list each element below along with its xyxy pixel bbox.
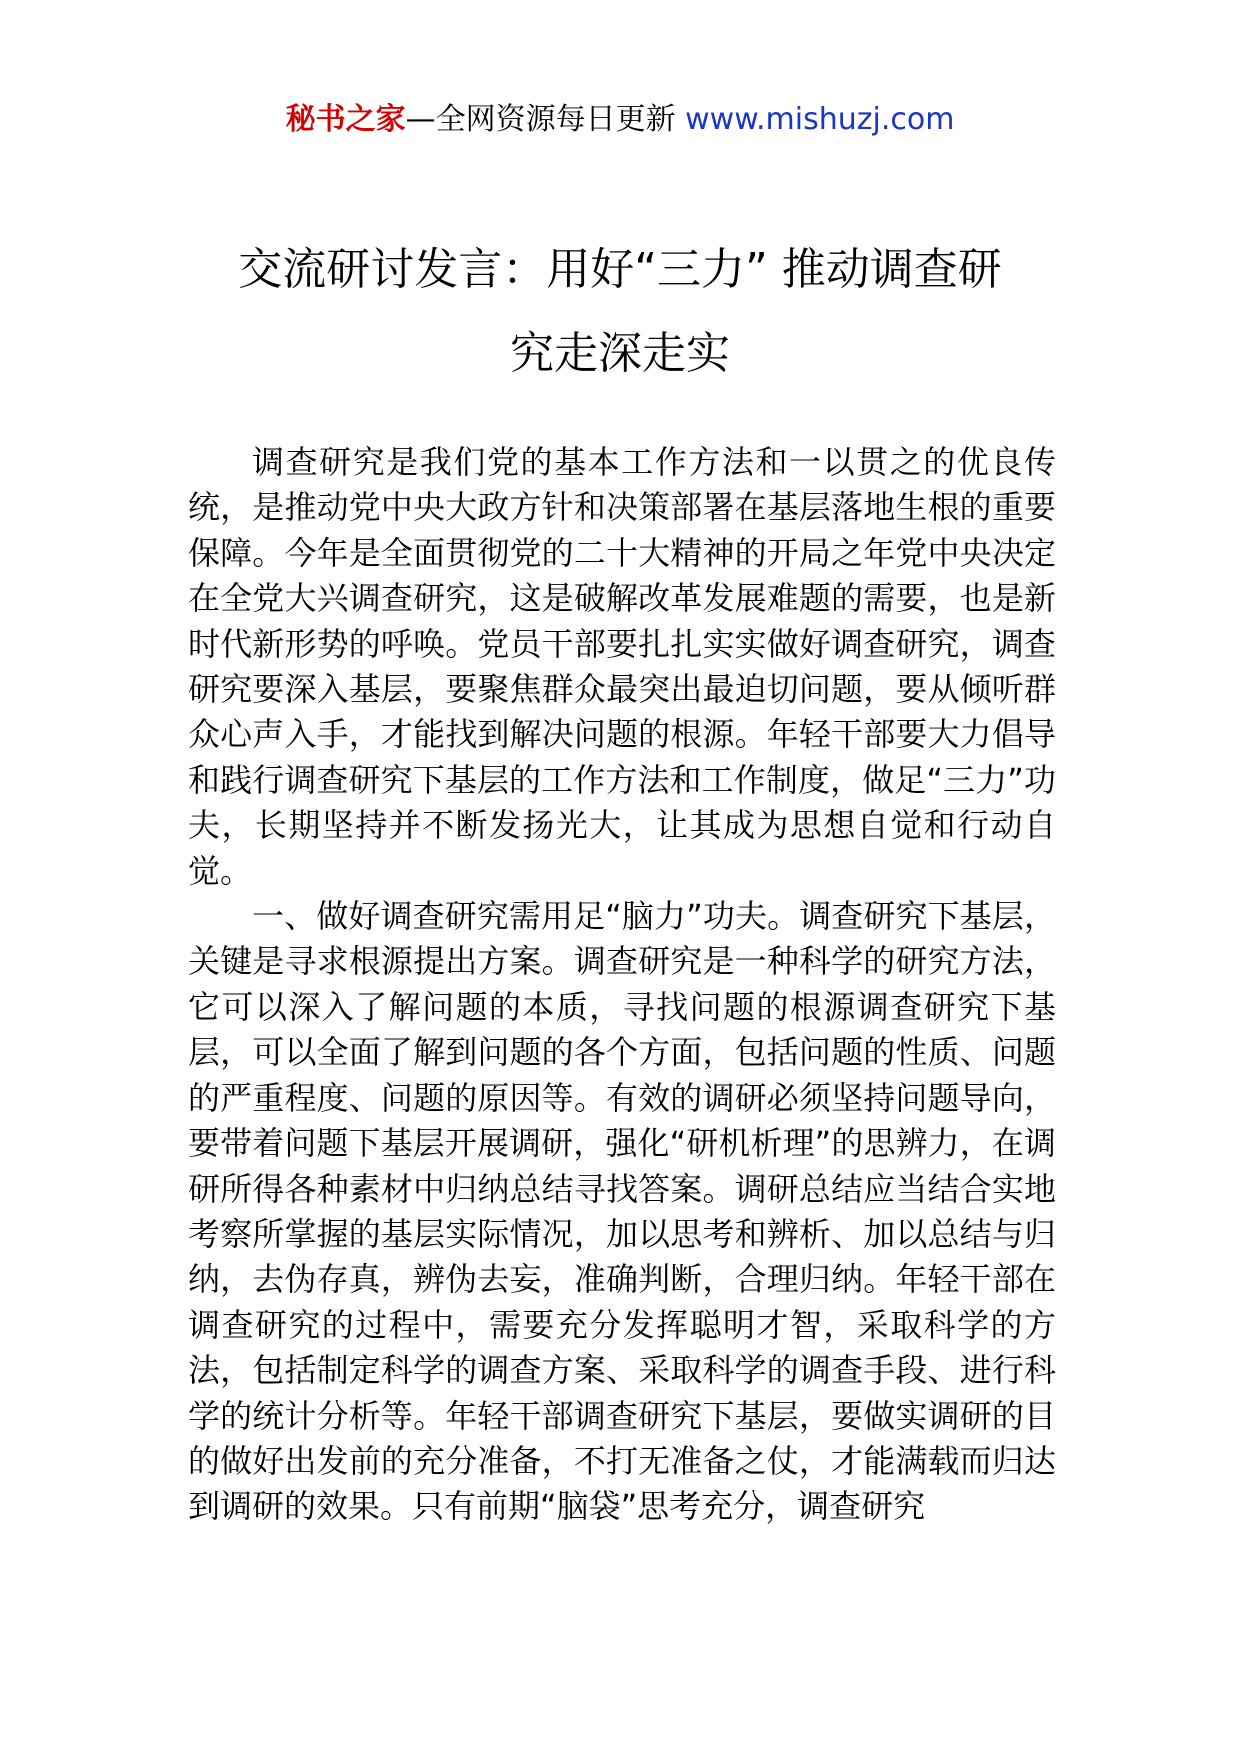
document-title	[180, 228, 1060, 396]
site-url-link[interactable]: www.mishuzj.com	[685, 102, 955, 137]
paragraph-intro: 调查研究是我们党的基本工作方法和一以贯之的优良传统，是推动党中央大政方针和决策部署在基层落地生根的重要保障。今年是全面贯彻党的二十大精神的开局之年党中央决定在全党大兴调查研究，这是破解改革发展难题的需要，也是新时代新形势的呼唤。党员干部要扎扎实实做好调查研究，调查研究要深入基层，要聚焦群众最突出最迫切问题，要从倾听群众心声入手，才能找到解决问题的根源。年轻干部要大力倡导和践行调查研究下基层的工作方法和工作制度，做足“三力”功夫，长期坚持并不断发扬光大，让其成为思想自觉和行动自觉。	[188, 443, 1056, 890]
paragraph-section-1: 一、做好调查研究需用足“脑力”功夫。调查研究下基层，关键是寻求根源提出方案。调查研究是一种科学的研究方法，它可以深入了解问题的本质，寻找问题的根源调查研究下基层，可以全面了解到问题的各个方面，包括问题的性质、问题的严重程度、问题的原因等。有效的调研必须坚持问题导向，要带着问题下基层开展调研，强化“研机析理”的思辨力，在调研所得各种素材中归纳总结寻找答案。调研总结应当结合实地考察所掌握的基层实际情况，加以思考和辨析、加以总结与归纳，去伪存真，辨伪去妄，准确判断，合理归纳。年轻干部在调查研究的过程中，需要充分发挥聪明才智，采取科学的方法，包括制定科学的调查方案、采取科学的调查手段、进行科学的统计分析等。年轻干部调查研究下基层，要做实调研的目的做好出发前的充分准备，不打无准备之仗，才能满载而归达到调研的效果。只有前期“脑袋”思考充分，调查研究	[188, 897, 1056, 1526]
document-body	[188, 440, 1056, 1530]
site-header	[0, 100, 1240, 140]
title-line-1: 交流研讨发言：用好“三力” 推动调查研	[238, 244, 1002, 295]
brand-name: 秘书之家	[285, 102, 406, 137]
title-line-2: 究走深走实	[510, 328, 730, 379]
header-slogan: —全网资源每日更新	[405, 102, 686, 137]
